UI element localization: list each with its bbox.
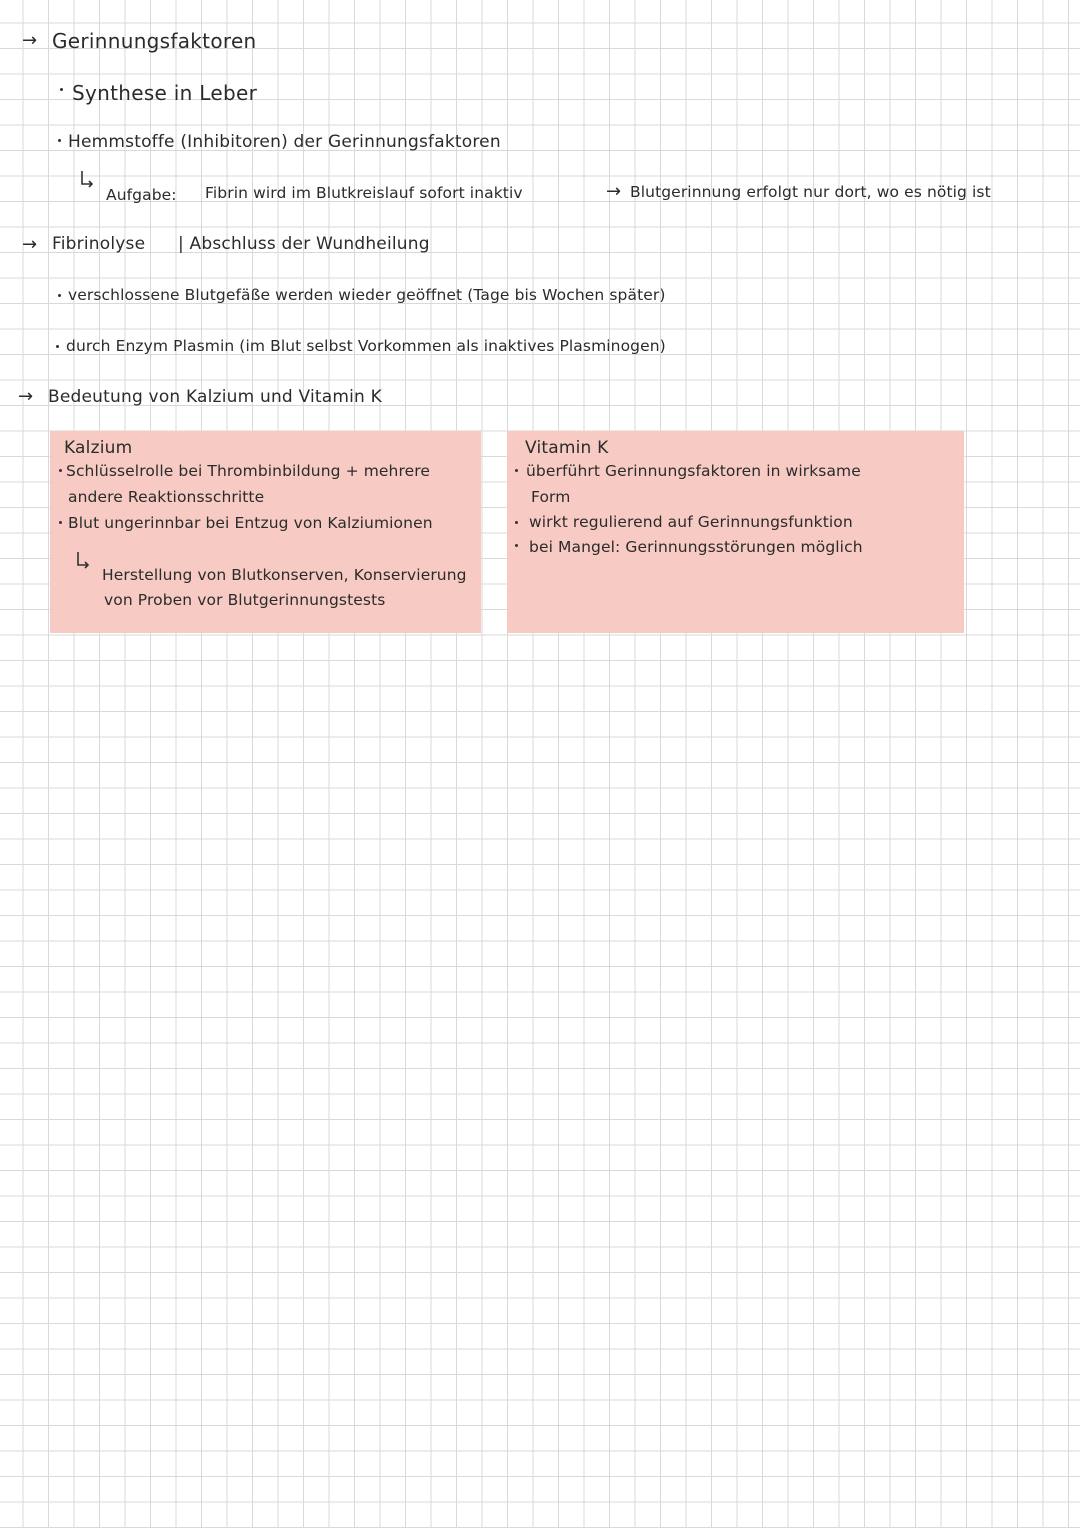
vitamin-k-bullet3: bei Mangel: Gerinnungsstörungen möglich: [529, 538, 863, 556]
kalzium-sub-line2: von Proben vor Blutgerinnungstests: [104, 591, 386, 609]
vitamin-k-bullet2: wirkt regulierend auf Gerinnungsfunktion: [529, 513, 853, 531]
bullet-hemmstoffe: Hemmstoffe (Inhibitoren) der Gerinnungsfaktoren: [68, 132, 501, 152]
vitamin-k-box: [507, 431, 964, 633]
arrow-icon: →: [22, 30, 38, 51]
bullet-dot-icon: [515, 469, 518, 472]
bullet-dot-icon: [60, 88, 63, 91]
aufgabe-text: Fibrin wird im Blutkreislauf sofort inaktiv: [205, 184, 523, 202]
vitamin-k-bullet1-line1: überführt Gerinnungsfaktoren in wirksame: [526, 462, 861, 480]
bullet-synthese: Synthese in Leber: [72, 81, 258, 105]
bullet-dot-icon: [59, 469, 62, 472]
kalzium-bullet1-line2: andere Reaktionsschritte: [68, 488, 265, 506]
vitamin-k-bullet1-line2: Form: [531, 488, 571, 506]
arrow-icon: →: [606, 181, 622, 202]
heading-fibrinolyse-suffix: | Abschluss der Wundheilung: [178, 234, 430, 254]
bullet-plasmin: durch Enzym Plasmin (im Blut selbst Vorkommen als inaktives Plasminogen): [66, 337, 666, 355]
bullet-dot-icon: [58, 294, 61, 297]
kalzium-bullet2: Blut ungerinnbar bei Entzug von Kalziumionen: [68, 514, 433, 532]
bullet-dot-icon: [515, 521, 518, 524]
bullet-dot-icon: [515, 544, 518, 547]
kalzium-box: [50, 431, 481, 633]
heading-gerinnungsfaktoren: Gerinnungsfaktoren: [52, 29, 257, 53]
hook-arrow-icon: [76, 551, 90, 569]
aufgabe-label: Aufgabe:: [106, 186, 177, 204]
kalzium-sub-line1: Herstellung von Blutkonserven, Konservierung: [102, 566, 467, 584]
bullet-blutgefaesse: verschlossene Blutgefäße werden wieder geöffnet (Tage bis Wochen später): [68, 286, 666, 304]
kalzium-bullet1-line1: Schlüsselrolle bei Thrombinbildung + mehrere: [66, 462, 430, 480]
kalzium-title: Kalzium: [64, 438, 133, 458]
bullet-dot-icon: [58, 139, 61, 142]
arrow-icon: →: [18, 386, 34, 407]
aufgabe-result: Blutgerinnung erfolgt nur dort, wo es nötig ist: [630, 183, 991, 201]
arrow-icon: →: [22, 234, 38, 255]
bullet-dot-icon: [56, 345, 59, 348]
heading-fibrinolyse: Fibrinolyse: [52, 234, 146, 254]
bullet-dot-icon: [59, 521, 62, 524]
heading-bedeutung: Bedeutung von Kalzium und Vitamin K: [48, 387, 382, 407]
hook-arrow-icon: [80, 170, 94, 188]
vitamin-k-title: Vitamin K: [525, 438, 609, 458]
